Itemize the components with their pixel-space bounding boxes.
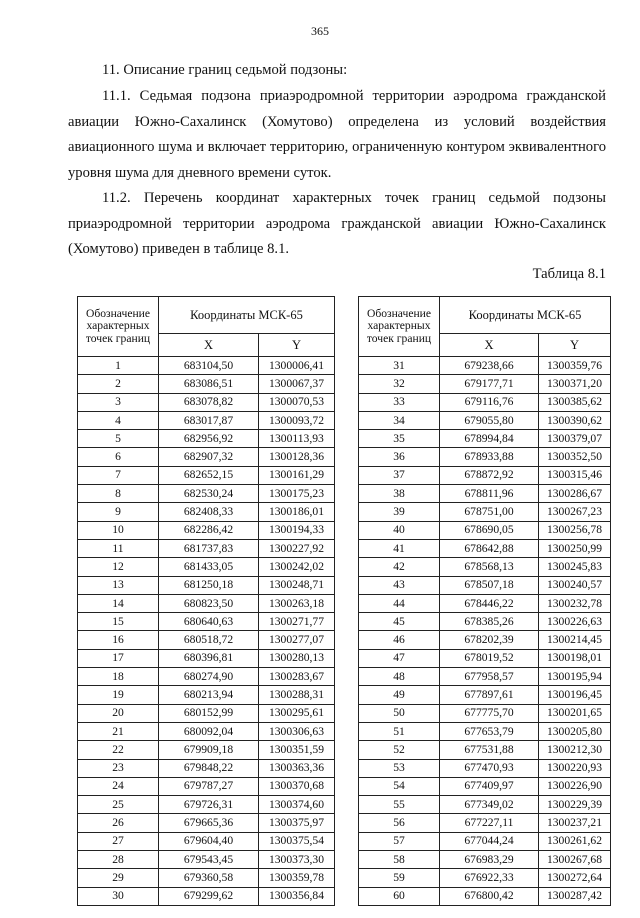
x-cell: 678642,88 — [440, 539, 539, 557]
table-row — [78, 887, 335, 905]
point-cell: 43 — [359, 576, 440, 594]
x-cell: 678690,05 — [440, 521, 539, 539]
table-row — [359, 704, 611, 722]
y-cell: 1300175,23 — [259, 485, 335, 503]
section-heading — [68, 58, 606, 84]
point-cell: 28 — [78, 851, 159, 869]
x-cell: 682652,15 — [159, 466, 259, 484]
point-cell: 21 — [78, 722, 159, 740]
y-cell: 1300261,62 — [539, 832, 611, 850]
table-body-right — [359, 357, 611, 906]
point-cell: 41 — [359, 539, 440, 557]
y-cell: 1300226,63 — [539, 613, 611, 631]
point-cell: 55 — [359, 796, 440, 814]
x-cell: 677958,57 — [440, 668, 539, 686]
x-cell: 679299,62 — [159, 887, 259, 905]
y-cell: 1300272,64 — [539, 869, 611, 887]
x-cell: 676983,29 — [440, 851, 539, 869]
point-cell: 3 — [78, 393, 159, 411]
table-row — [359, 503, 611, 521]
point-cell: 48 — [359, 668, 440, 686]
table-row — [78, 448, 335, 466]
x-cell: 678994,84 — [440, 430, 539, 448]
table-row — [78, 668, 335, 686]
point-cell: 49 — [359, 686, 440, 704]
table-row — [78, 814, 335, 832]
y-cell: 1300385,62 — [539, 393, 611, 411]
point-cell: 58 — [359, 851, 440, 869]
point-cell: 12 — [78, 558, 159, 576]
y-cell: 1300229,39 — [539, 796, 611, 814]
table-row — [78, 430, 335, 448]
y-cell: 1300196,45 — [539, 686, 611, 704]
point-cell: 22 — [78, 741, 159, 759]
table-row — [78, 393, 335, 411]
coordinates-table-left — [77, 296, 335, 906]
table-row — [78, 558, 335, 576]
paragraph-2 — [68, 186, 606, 263]
point-cell: 13 — [78, 576, 159, 594]
table-row — [78, 649, 335, 667]
point-cell: 50 — [359, 704, 440, 722]
y-cell: 1300250,99 — [539, 539, 611, 557]
point-cell: 29 — [78, 869, 159, 887]
header-point: Обозначение характерных точек границ — [78, 297, 159, 357]
table-row — [359, 649, 611, 667]
y-cell: 1300205,80 — [539, 722, 611, 740]
y-cell: 1300375,97 — [259, 814, 335, 832]
point-cell: 19 — [78, 686, 159, 704]
table-row — [359, 851, 611, 869]
y-cell: 1300212,30 — [539, 741, 611, 759]
table-row — [359, 430, 611, 448]
point-cell: 16 — [78, 631, 159, 649]
table-row — [359, 448, 611, 466]
x-cell: 676922,33 — [440, 869, 539, 887]
x-cell: 679909,18 — [159, 741, 259, 759]
header-y: Y — [539, 334, 611, 357]
table-row — [359, 375, 611, 393]
y-cell: 1300220,93 — [539, 759, 611, 777]
x-cell: 681737,83 — [159, 539, 259, 557]
point-cell: 2 — [78, 375, 159, 393]
table-row — [359, 521, 611, 539]
header-x: X — [440, 334, 539, 357]
x-cell: 677227,11 — [440, 814, 539, 832]
y-cell: 1300280,13 — [259, 649, 335, 667]
y-cell: 1300277,07 — [259, 631, 335, 649]
x-cell: 679726,31 — [159, 796, 259, 814]
x-cell: 678202,39 — [440, 631, 539, 649]
x-cell: 677470,93 — [440, 759, 539, 777]
y-cell: 1300288,31 — [259, 686, 335, 704]
table-row — [359, 594, 611, 612]
y-cell: 1300201,65 — [539, 704, 611, 722]
y-cell: 1300373,30 — [259, 851, 335, 869]
table-row — [78, 759, 335, 777]
paragraph-1 — [68, 84, 606, 186]
point-cell: 35 — [359, 430, 440, 448]
table-row — [78, 613, 335, 631]
table-row — [359, 631, 611, 649]
y-cell: 1300194,33 — [259, 521, 335, 539]
point-cell: 10 — [78, 521, 159, 539]
y-cell: 1300256,78 — [539, 521, 611, 539]
point-cell: 51 — [359, 722, 440, 740]
x-cell: 677531,88 — [440, 741, 539, 759]
x-cell: 682907,32 — [159, 448, 259, 466]
point-cell: 15 — [78, 613, 159, 631]
table-row — [78, 485, 335, 503]
x-cell: 683017,87 — [159, 411, 259, 429]
table-row — [78, 686, 335, 704]
y-cell: 1300161,29 — [259, 466, 335, 484]
y-cell: 1300371,20 — [539, 375, 611, 393]
table-row — [78, 594, 335, 612]
x-cell: 678568,13 — [440, 558, 539, 576]
point-cell: 4 — [78, 411, 159, 429]
x-cell: 681250,18 — [159, 576, 259, 594]
point-cell: 33 — [359, 393, 440, 411]
point-cell: 30 — [78, 887, 159, 905]
point-cell: 34 — [359, 411, 440, 429]
point-cell: 42 — [359, 558, 440, 576]
table-row — [78, 832, 335, 850]
table-body-left — [78, 357, 335, 906]
table-row — [359, 832, 611, 850]
x-cell: 680518,72 — [159, 631, 259, 649]
y-cell: 1300237,21 — [539, 814, 611, 832]
point-cell: 37 — [359, 466, 440, 484]
point-cell: 31 — [359, 357, 440, 375]
y-cell: 1300240,57 — [539, 576, 611, 594]
table-row — [359, 558, 611, 576]
point-cell: 56 — [359, 814, 440, 832]
y-cell: 1300113,93 — [259, 430, 335, 448]
point-cell: 44 — [359, 594, 440, 612]
point-cell: 57 — [359, 832, 440, 850]
x-cell: 679360,58 — [159, 869, 259, 887]
x-cell: 682956,92 — [159, 430, 259, 448]
y-cell: 1300067,37 — [259, 375, 335, 393]
y-cell: 1300375,54 — [259, 832, 335, 850]
y-cell: 1300248,71 — [259, 576, 335, 594]
x-cell: 683086,51 — [159, 375, 259, 393]
point-cell: 40 — [359, 521, 440, 539]
x-cell: 680640,63 — [159, 613, 259, 631]
paragraph-2-text: 11.2. Перечень координат характерных точек границ седьмой подзоны приаэродромной территории аэродрома гражданской авиации Южно-Сахалинск (Хомутово) приведен в таблице 8.1. — [68, 190, 606, 257]
x-cell: 679543,45 — [159, 851, 259, 869]
y-cell: 1300390,62 — [539, 411, 611, 429]
y-cell: 1300359,78 — [259, 869, 335, 887]
x-cell: 678385,26 — [440, 613, 539, 631]
table-row — [359, 357, 611, 375]
point-cell: 24 — [78, 777, 159, 795]
table-row — [78, 631, 335, 649]
x-cell: 677897,61 — [440, 686, 539, 704]
y-cell: 1300370,68 — [259, 777, 335, 795]
point-cell: 11 — [78, 539, 159, 557]
y-cell: 1300267,68 — [539, 851, 611, 869]
table-row — [78, 521, 335, 539]
x-cell: 679238,66 — [440, 357, 539, 375]
table-row — [78, 503, 335, 521]
y-cell: 1300232,78 — [539, 594, 611, 612]
table-row — [359, 869, 611, 887]
y-cell: 1300245,83 — [539, 558, 611, 576]
y-cell: 1300287,42 — [539, 887, 611, 905]
table-row — [78, 466, 335, 484]
y-cell: 1300283,67 — [259, 668, 335, 686]
table-row — [359, 539, 611, 557]
x-cell: 683104,50 — [159, 357, 259, 375]
table-row — [78, 375, 335, 393]
table-row — [78, 357, 335, 375]
point-cell: 9 — [78, 503, 159, 521]
x-cell: 682530,24 — [159, 485, 259, 503]
table-row — [78, 704, 335, 722]
x-cell: 679177,71 — [440, 375, 539, 393]
y-cell: 1300379,07 — [539, 430, 611, 448]
y-cell: 1300295,61 — [259, 704, 335, 722]
header-coords: Координаты МСК-65 — [440, 297, 611, 334]
point-cell: 59 — [359, 869, 440, 887]
point-cell: 7 — [78, 466, 159, 484]
x-cell: 680092,04 — [159, 722, 259, 740]
table-row — [359, 686, 611, 704]
x-cell: 679055,80 — [440, 411, 539, 429]
x-cell: 677349,02 — [440, 796, 539, 814]
x-cell: 680274,90 — [159, 668, 259, 686]
header-x: X — [159, 334, 259, 357]
point-cell: 23 — [78, 759, 159, 777]
table-row — [359, 411, 611, 429]
table-row — [78, 411, 335, 429]
point-cell: 6 — [78, 448, 159, 466]
point-cell: 5 — [78, 430, 159, 448]
y-cell: 1300093,72 — [259, 411, 335, 429]
table-row — [78, 539, 335, 557]
point-cell: 45 — [359, 613, 440, 631]
y-cell: 1300363,36 — [259, 759, 335, 777]
x-cell: 678446,22 — [440, 594, 539, 612]
table-row — [359, 576, 611, 594]
y-cell: 1300263,18 — [259, 594, 335, 612]
table-row — [359, 613, 611, 631]
y-cell: 1300195,94 — [539, 668, 611, 686]
table-row — [359, 759, 611, 777]
y-cell: 1300006,41 — [259, 357, 335, 375]
point-cell: 54 — [359, 777, 440, 795]
point-cell: 26 — [78, 814, 159, 832]
table-row — [359, 777, 611, 795]
coordinates-table-right — [358, 296, 611, 906]
table-row — [78, 869, 335, 887]
y-cell: 1300128,36 — [259, 448, 335, 466]
x-cell: 680823,50 — [159, 594, 259, 612]
table-row — [359, 887, 611, 905]
x-cell: 682408,33 — [159, 503, 259, 521]
heading-text: 11. Описание границ седьмой подзоны: — [102, 62, 348, 78]
point-cell: 60 — [359, 887, 440, 905]
x-cell: 679116,76 — [440, 393, 539, 411]
table-row — [359, 466, 611, 484]
table-row — [78, 741, 335, 759]
x-cell: 679665,36 — [159, 814, 259, 832]
y-cell: 1300198,01 — [539, 649, 611, 667]
point-cell: 25 — [78, 796, 159, 814]
x-cell: 680213,94 — [159, 686, 259, 704]
table-row — [359, 722, 611, 740]
y-cell: 1300352,50 — [539, 448, 611, 466]
point-cell: 36 — [359, 448, 440, 466]
point-cell: 53 — [359, 759, 440, 777]
y-cell: 1300226,90 — [539, 777, 611, 795]
table-row — [359, 741, 611, 759]
x-cell: 680152,99 — [159, 704, 259, 722]
table-row — [359, 668, 611, 686]
table-row — [359, 485, 611, 503]
y-cell: 1300267,23 — [539, 503, 611, 521]
point-cell: 8 — [78, 485, 159, 503]
y-cell: 1300186,01 — [259, 503, 335, 521]
y-cell: 1300315,46 — [539, 466, 611, 484]
x-cell: 677044,24 — [440, 832, 539, 850]
x-cell: 679604,40 — [159, 832, 259, 850]
point-cell: 27 — [78, 832, 159, 850]
table-row — [78, 796, 335, 814]
y-cell: 1300306,63 — [259, 722, 335, 740]
x-cell: 683078,82 — [159, 393, 259, 411]
point-cell: 14 — [78, 594, 159, 612]
point-cell: 38 — [359, 485, 440, 503]
point-cell: 18 — [78, 668, 159, 686]
x-cell: 678019,52 — [440, 649, 539, 667]
y-cell: 1300242,02 — [259, 558, 335, 576]
y-cell: 1300351,59 — [259, 741, 335, 759]
y-cell: 1300214,45 — [539, 631, 611, 649]
x-cell: 679848,22 — [159, 759, 259, 777]
y-cell: 1300359,76 — [539, 357, 611, 375]
page-number: 365 — [311, 24, 329, 38]
table-row — [78, 722, 335, 740]
point-cell: 20 — [78, 704, 159, 722]
point-cell: 17 — [78, 649, 159, 667]
x-cell: 677653,79 — [440, 722, 539, 740]
x-cell: 679787,27 — [159, 777, 259, 795]
table-row — [78, 777, 335, 795]
point-cell: 47 — [359, 649, 440, 667]
y-cell: 1300374,60 — [259, 796, 335, 814]
table-row — [78, 576, 335, 594]
y-cell: 1300070,53 — [259, 393, 335, 411]
point-cell: 39 — [359, 503, 440, 521]
x-cell: 682286,42 — [159, 521, 259, 539]
y-cell: 1300286,67 — [539, 485, 611, 503]
point-cell: 32 — [359, 375, 440, 393]
header-point: Обозначение характерных точек границ — [359, 297, 440, 357]
x-cell: 678811,96 — [440, 485, 539, 503]
x-cell: 681433,05 — [159, 558, 259, 576]
paragraph-1-text: 11.1. Седьмая подзона приаэродромной территории аэродрома гражданской авиации Южно-Сахалинск (Хомутово) определена из условий воздействия авиационного шума и включает территорию, ограниченную контуром эквивалентного уровня шума для дневного времени суток. — [68, 88, 606, 181]
x-cell: 680396,81 — [159, 649, 259, 667]
table-row — [78, 851, 335, 869]
table-row — [359, 814, 611, 832]
x-cell: 676800,42 — [440, 887, 539, 905]
point-cell: 1 — [78, 357, 159, 375]
x-cell: 678872,92 — [440, 466, 539, 484]
table-row — [359, 796, 611, 814]
header-coords: Координаты МСК-65 — [159, 297, 335, 334]
header-y: Y — [259, 334, 335, 357]
x-cell: 678933,88 — [440, 448, 539, 466]
table-caption: Таблица 8.1 — [532, 266, 606, 282]
table-row — [359, 393, 611, 411]
y-cell: 1300227,92 — [259, 539, 335, 557]
point-cell: 52 — [359, 741, 440, 759]
y-cell: 1300271,77 — [259, 613, 335, 631]
x-cell: 677409,97 — [440, 777, 539, 795]
x-cell: 677775,70 — [440, 704, 539, 722]
y-cell: 1300356,84 — [259, 887, 335, 905]
x-cell: 678507,18 — [440, 576, 539, 594]
point-cell: 46 — [359, 631, 440, 649]
x-cell: 678751,00 — [440, 503, 539, 521]
